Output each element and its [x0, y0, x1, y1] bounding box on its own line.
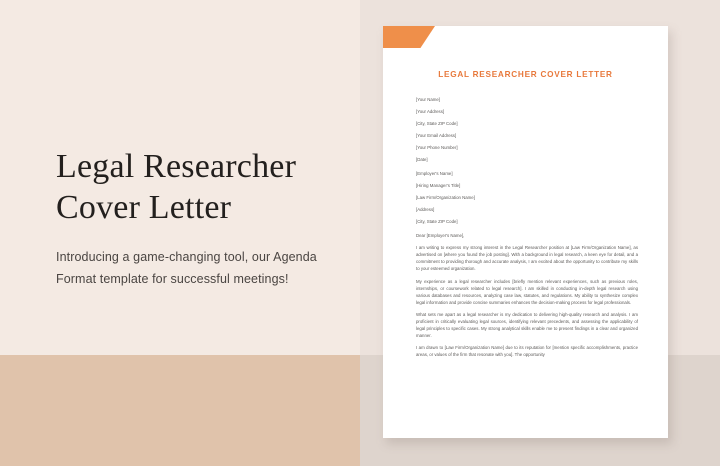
- document-preview[interactable]: [383, 26, 675, 444]
- salutation: Dear [Employer's Name],: [416, 233, 465, 239]
- headline-line-1: Legal Researcher: [56, 148, 297, 185]
- body-paragraph: I am writing to express my strong interest in the Legal Researcher position at [Law Firm/Organization Name], as advertised on [where you found the job posting]. With a background in legal research, a keen eye for detail, and a commitment to providing thorough and accurate analysis, I am excited about the opportunity to contribute my skills to your esteemed organization.: [416, 245, 638, 272]
- document-title: LEGAL RESEARCHER COVER LETTER: [438, 70, 613, 79]
- body-paragraph: What sets me apart as a legal researcher is my dedication to delivering high-quality research and analysis. I am proficient in critically evaluating legal sources, identifying relevant precedents, and assessing the applicability of legal principles to specific cases. My strong analytical skills enable me to present findings in a clear and organized manner.: [416, 311, 638, 338]
- recipient-line: [Address]: [416, 207, 435, 213]
- sender-line: [Date]: [416, 157, 428, 163]
- promo-copy: [56, 146, 346, 291]
- document-page[interactable]: [383, 26, 668, 438]
- page-title: [56, 146, 346, 229]
- sender-line: [Your Phone Number]: [416, 145, 458, 151]
- headline-line-2: Cover Letter: [56, 189, 232, 227]
- body-paragraph: I am drawn to [Law Firm/Organization Name] due to its reputation for [mention specific accomplishments, practice areas, or values of the firm that resonate with you]. The opportunity: [416, 344, 638, 357]
- sender-block: [416, 96, 638, 163]
- sender-line: [Your Address]: [416, 109, 445, 115]
- recipient-line: [City, State ZIP Code]: [416, 219, 458, 225]
- corner-accent-shape: [383, 26, 435, 48]
- recipient-line: [Law Firm/Organization Name]: [416, 195, 475, 201]
- promo-subcopy: Introducing a game-changing tool, our Agenda Format template for successful meetings!: [56, 249, 317, 286]
- document-body: [416, 96, 638, 363]
- body-paragraph: My experience as a legal researcher includes [briefly mention relevant experiences, such as previous roles, internships, or coursework related to legal research]. I am skilled in conducting in-depth legal research using various databases and resources, analyzing case law, statutes, and regulations. My ability to synthesize complex legal information and provide concise summaries enhances the decision-making process for legal professionals.: [416, 278, 638, 305]
- sender-line: [Your Email Address]: [416, 133, 457, 139]
- sender-line: [Your Name]: [416, 97, 440, 102]
- recipient-line: [Hiring Manager's Title]: [416, 183, 461, 189]
- recipient-line: [Employer's Name]: [416, 171, 453, 177]
- recipient-block: [416, 170, 638, 225]
- sender-line: [City, State ZIP Code]: [416, 121, 458, 127]
